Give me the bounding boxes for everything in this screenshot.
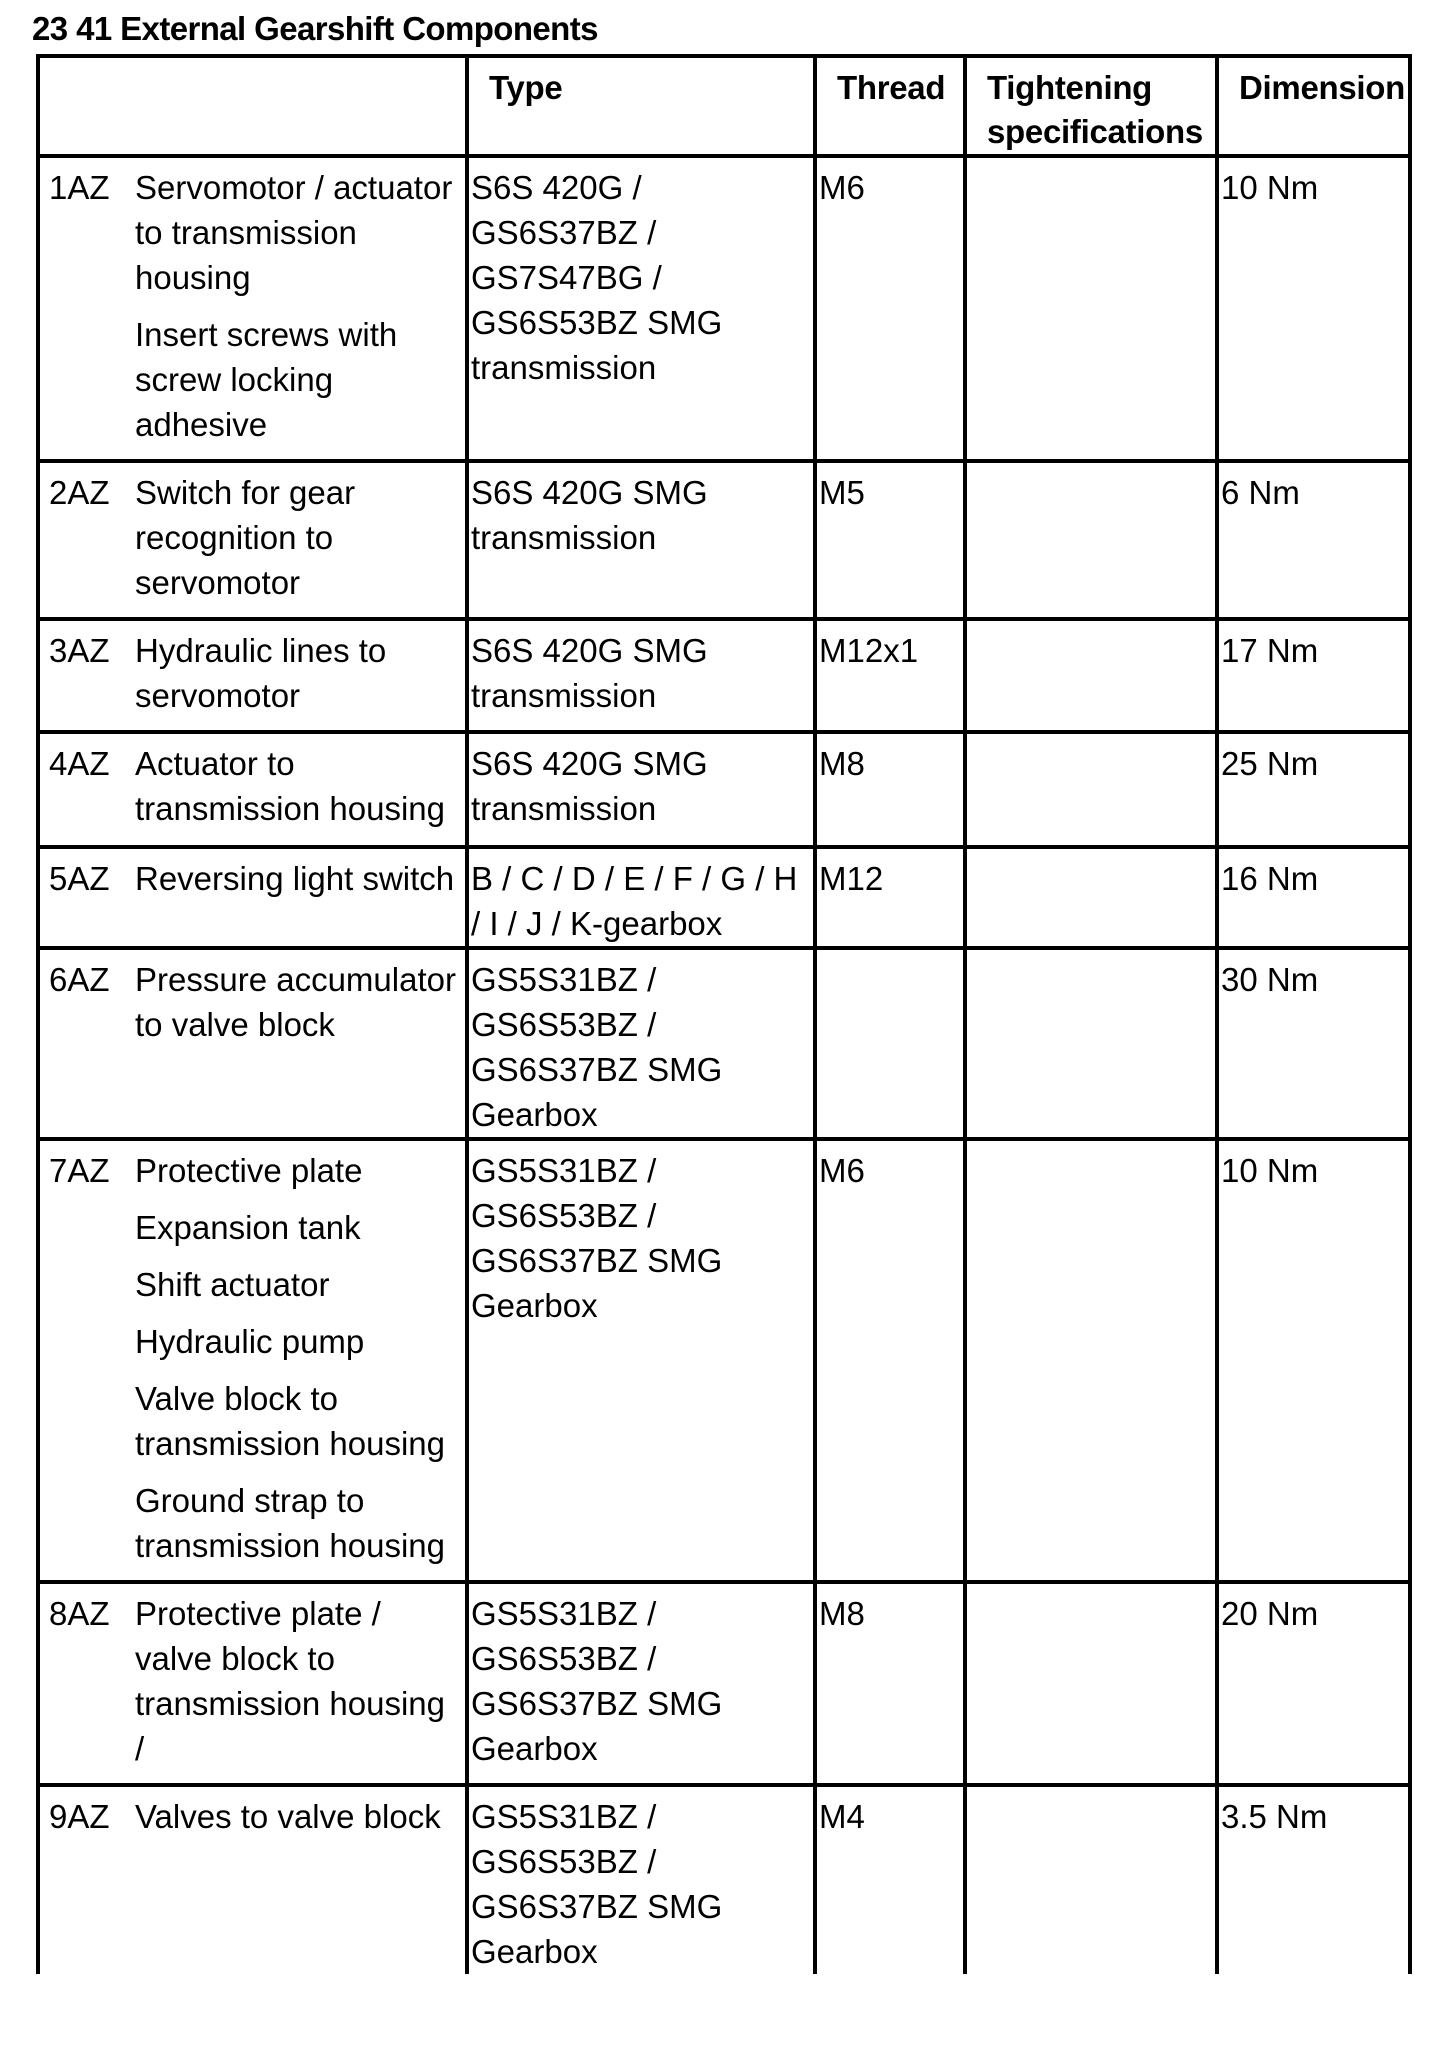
dimension-cell-value: 30 Nm (1221, 961, 1319, 998)
item-code: 6AZ (49, 961, 110, 998)
dimension-cell (1217, 1582, 1410, 1785)
component-cell (38, 461, 467, 619)
thread-cell-value: M4 (819, 1798, 865, 1835)
table-row (38, 156, 1410, 461)
header-dimension: Dimension (1217, 56, 1410, 156)
thread-cell-value: M8 (819, 1595, 865, 1632)
tightening-cell (965, 156, 1217, 461)
thread-cell (815, 948, 965, 1139)
page-title: 23 41 External Gearshift Components (32, 10, 598, 47)
type-cell-value: B / C / D / E / F / G / H / I / J / K-gearbox (471, 860, 798, 942)
tightening-cell (965, 461, 1217, 619)
tightening-cell-value (967, 1141, 1215, 1148)
thread-cell-value: M6 (819, 1152, 865, 1189)
component-cell (38, 1785, 467, 1974)
type-cell (467, 948, 815, 1139)
dimension-cell (1217, 156, 1410, 461)
tightening-cell (965, 948, 1217, 1139)
tightening-cell (965, 1785, 1217, 1974)
item-code: 7AZ (49, 1152, 110, 1189)
component-description: Pressure accumulator to valve block (135, 961, 456, 1043)
component-description: Protective plate (135, 1152, 363, 1189)
component-cell (38, 619, 467, 732)
table-row (38, 1139, 1410, 1582)
tightening-cell (965, 1582, 1217, 1785)
component-description: Valves to valve block (135, 1798, 441, 1835)
thread-cell-value: M6 (819, 169, 865, 206)
type-cell (467, 156, 815, 461)
item-code: 2AZ (49, 474, 110, 511)
tightening-cell-value (967, 1584, 1215, 1591)
tightening-cell-value (967, 158, 1215, 165)
thread-cell-value (817, 950, 963, 957)
thread-cell (815, 619, 965, 732)
dimension-cell-value: 20 Nm (1221, 1595, 1319, 1632)
table-row (38, 732, 1410, 847)
tightening-cell-value (967, 950, 1215, 957)
type-cell (467, 619, 815, 732)
header-tightening: Tightening specifications (965, 56, 1217, 156)
tightening-cell (965, 619, 1217, 732)
component-description: Servomotor / actuator to transmission housing (135, 169, 453, 296)
table-row (38, 948, 1410, 1139)
header-component (38, 56, 467, 156)
item-code: 9AZ (49, 1798, 110, 1835)
item-code: 1AZ (49, 169, 110, 206)
item-code: 8AZ (49, 1595, 110, 1632)
table-row (38, 847, 1410, 948)
item-code: 5AZ (49, 860, 110, 897)
dimension-cell-value: 3.5 Nm (1221, 1798, 1328, 1835)
type-cell (467, 1582, 815, 1785)
component-cell (38, 1139, 467, 1582)
thread-cell (815, 732, 965, 847)
component-cell (38, 156, 467, 461)
header-thread: Thread (815, 56, 965, 156)
type-cell (467, 847, 815, 948)
dimension-cell-value: 16 Nm (1221, 860, 1319, 897)
tightening-cell-value (967, 621, 1215, 628)
tightening-cell-value (967, 849, 1215, 856)
type-cell-value: S6S 420G SMG transmission (471, 474, 708, 556)
type-cell (467, 732, 815, 847)
type-cell-value: GS5S31BZ / GS6S53BZ / GS6S37BZ SMG Gearbox (471, 1595, 723, 1767)
component-description: Hydraulic lines to servomotor (135, 632, 387, 714)
tightening-cell (965, 847, 1217, 948)
header-row (38, 56, 1410, 156)
thread-cell (815, 1785, 965, 1974)
component-description: Ground strap to transmission housing (135, 1482, 445, 1564)
dimension-cell (1217, 1139, 1410, 1582)
tightening-cell-value (967, 463, 1215, 470)
dimension-cell (1217, 461, 1410, 619)
tightening-spec-table (36, 54, 1412, 1974)
thread-cell (815, 461, 965, 619)
header-type: Type (467, 56, 815, 156)
dimension-cell-value: 10 Nm (1221, 1152, 1319, 1189)
thread-cell-value: M8 (819, 745, 865, 782)
dimension-cell-value: 6 Nm (1221, 474, 1300, 511)
dimension-cell-value: 25 Nm (1221, 745, 1319, 782)
type-cell-value: S6S 420G SMG transmission (471, 632, 708, 714)
thread-cell-value: M5 (819, 474, 865, 511)
component-description: Expansion tank (135, 1209, 361, 1246)
thread-cell (815, 1582, 965, 1785)
type-cell-value: GS5S31BZ / GS6S53BZ / GS6S37BZ SMG Gearbox (471, 1798, 723, 1970)
type-cell (467, 1139, 815, 1582)
table-row (38, 619, 1410, 732)
dimension-cell (1217, 948, 1410, 1139)
dimension-cell (1217, 847, 1410, 948)
component-description: Shift actuator (135, 1266, 330, 1303)
table-row (38, 1582, 1410, 1785)
type-cell-value: S6S 420G SMG transmission (471, 745, 708, 827)
component-description: Valve block to transmission housing (135, 1380, 445, 1462)
item-code: 3AZ (49, 632, 110, 669)
component-description: Hydraulic pump (135, 1323, 365, 1360)
thread-cell (815, 847, 965, 948)
component-description: Actuator to transmission housing (135, 745, 445, 827)
type-cell-value: GS5S31BZ / GS6S53BZ / GS6S37BZ SMG Gearbox (471, 1152, 723, 1324)
component-cell (38, 847, 467, 948)
component-cell (38, 732, 467, 847)
table-row (38, 461, 1410, 619)
component-description: Insert screws with screw locking adhesive (135, 316, 398, 443)
dimension-cell (1217, 1785, 1410, 1974)
dimension-cell-value: 10 Nm (1221, 169, 1319, 206)
thread-cell-value: M12 (819, 860, 884, 897)
tightening-cell (965, 732, 1217, 847)
component-description: Switch for gear recognition to servomotor (135, 474, 356, 601)
thread-cell-value: M12x1 (819, 632, 919, 669)
tightening-cell (965, 1139, 1217, 1582)
component-description: Protective plate / valve block to transmission housing / (135, 1595, 445, 1767)
type-cell (467, 1785, 815, 1974)
component-description: Reversing light switch (135, 860, 455, 897)
item-code: 4AZ (49, 745, 110, 782)
dimension-cell (1217, 732, 1410, 847)
thread-cell (815, 156, 965, 461)
type-cell-value: GS5S31BZ / GS6S53BZ / GS6S37BZ SMG Gearbox (471, 961, 723, 1133)
tightening-cell-value (967, 1787, 1215, 1794)
component-cell (38, 948, 467, 1139)
type-cell (467, 461, 815, 619)
table-row (38, 1785, 1410, 1974)
type-cell-value: S6S 420G / GS6S37BZ / GS7S47BG / GS6S53BZ SMG transmission (471, 169, 723, 386)
dimension-cell (1217, 619, 1410, 732)
component-cell (38, 1582, 467, 1785)
dimension-cell-value: 17 Nm (1221, 632, 1319, 669)
thread-cell (815, 1139, 965, 1582)
tightening-cell-value (967, 734, 1215, 741)
